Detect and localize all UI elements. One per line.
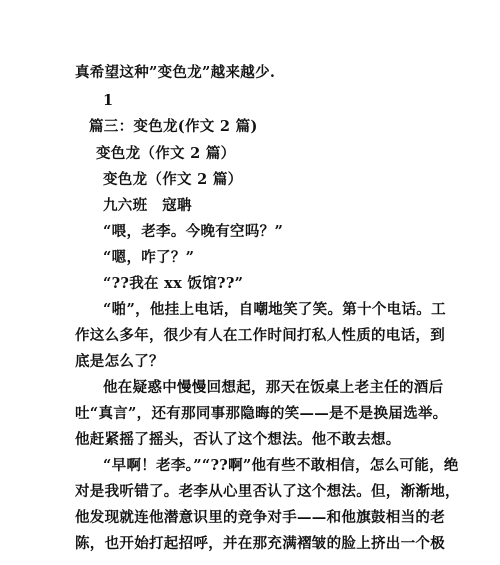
text-line: 对是我听错了。老李从心里否认了这个想法。但，渐渐地， <box>75 483 460 500</box>
essay-title: 变色龙（作文 2 篇） <box>103 171 243 188</box>
text-line: 他赶紧摇了摇头，否认了这个想法。他不敢去想。 <box>75 431 401 448</box>
text-line: 他在疑惑中慢慢回想起，那天在饭桌上老主任的酒后 <box>103 379 444 396</box>
text-line: “啪”，他挂上电话，自嘲地笑了笑。第十个电话。工 <box>103 301 446 318</box>
essay-title: 变色龙（作文 2 篇） <box>96 145 236 162</box>
text-line: 他发现就连他潜意识里的竞争对手——和他旗鼓相当的老 <box>75 509 445 526</box>
author-line: 九六班 寇聃 <box>103 197 192 214</box>
page-number: 1 <box>103 92 114 109</box>
text-line: “喂，老李。今晚有空吗？” <box>103 223 284 240</box>
text-line: “嗯，咋了？” <box>103 249 195 266</box>
text-line: 陈，也开始打起招呼，并在那充满褶皱的脸上挤出一个极 <box>75 535 445 552</box>
text-line: “早啊！老李。”“??啊”他有些不敢相信，怎么可能，绝 <box>103 457 459 474</box>
text-line: 吐“真言”，还有那同事那隐晦的笑——是不是换届选举。 <box>75 405 448 422</box>
section-heading: 篇三：变色龙(作文 2 篇) <box>89 118 258 135</box>
text-line: “??我在 xx 饭馆??” <box>103 275 244 292</box>
text-line: 真希望这种”变色龙”越来越少. <box>75 64 276 81</box>
text-line: 底是怎么了？ <box>75 353 164 370</box>
text-line: 作这么多年，很少有人在工作时间打私人性质的电话，到 <box>75 327 445 344</box>
